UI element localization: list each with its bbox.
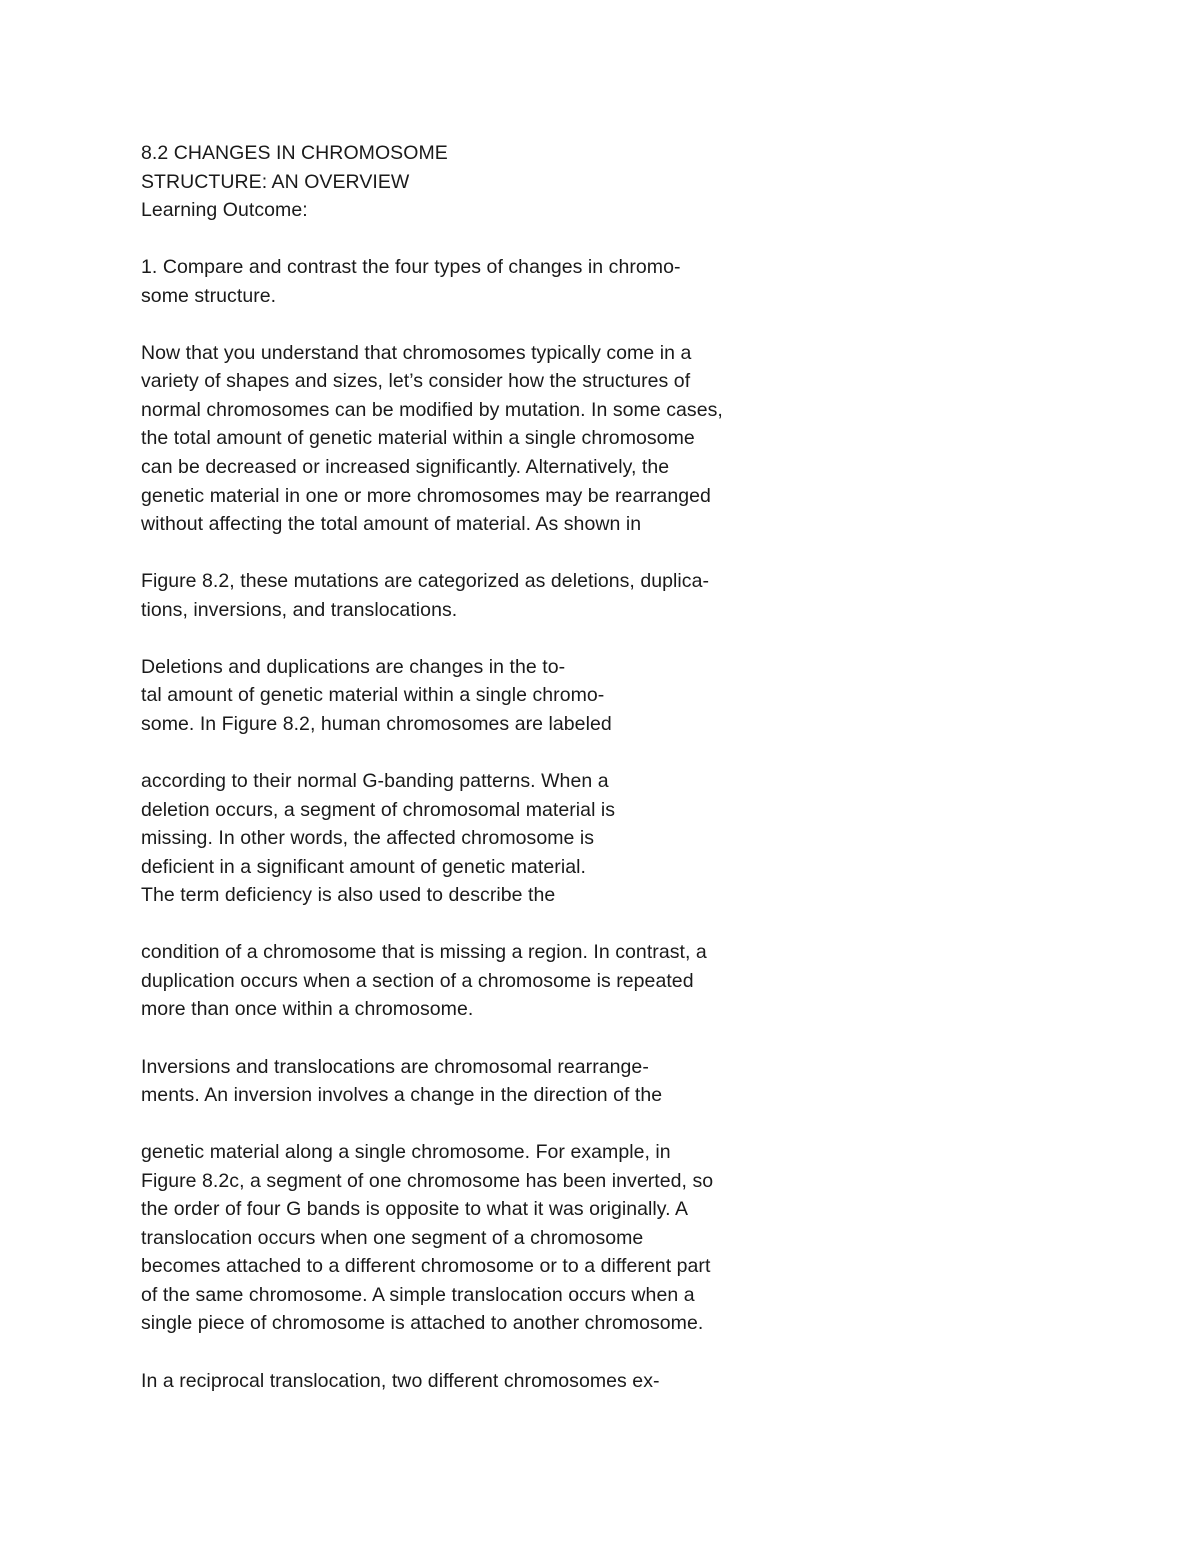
paragraph xyxy=(141,938,1041,1024)
text-line: some. In Figure 8.2, human chromosomes are labeled xyxy=(141,712,612,735)
text-line: duplication occurs when a section of a chromosome is repeated xyxy=(141,969,694,992)
text-line: 8.2 CHANGES IN CHROMOSOME xyxy=(141,142,448,164)
paragraph xyxy=(141,653,1041,739)
text-line: Now that you understand that chromosomes typically come in a xyxy=(141,341,692,364)
text-line: translocation occurs when one segment of a chromosome xyxy=(141,1226,644,1249)
text-line: the total amount of genetic material within a single chromosome xyxy=(141,427,695,450)
text-line: tal amount of genetic material within a single chromo- xyxy=(141,684,605,707)
text-line: Inversions and translocations are chromosomal rearrange- xyxy=(141,1055,649,1078)
paragraph xyxy=(141,1053,1041,1110)
text-line: normal chromosomes can be modified by mutation. In some cases, xyxy=(141,398,723,421)
text-line: missing. In other words, the affected chromosome is xyxy=(141,827,595,850)
text-line: according to their normal G-banding patterns. When a xyxy=(141,770,609,793)
paragraph xyxy=(141,253,1041,310)
text-line: Figure 8.2c, a segment of one chromosome has been inverted, so xyxy=(141,1169,714,1192)
text-line: Learning Outcome: xyxy=(141,199,308,222)
text-line: genetic material in one or more chromosomes may be rearranged xyxy=(141,484,711,507)
text-line: In a reciprocal translocation, two different chromosomes ex- xyxy=(141,1369,660,1392)
paragraph xyxy=(141,567,1041,624)
text-line: the order of four G bands is opposite to what it was originally. A xyxy=(141,1198,689,1221)
text-line: 1. Compare and contrast the four types of changes in chromo- xyxy=(141,256,681,279)
text-line: condition of a chromosome that is missing a region. In contrast, a xyxy=(141,941,707,964)
text-line: more than once within a chromosome. xyxy=(141,998,474,1021)
text-line: of the same chromosome. A simple translocation occurs when a xyxy=(141,1283,695,1306)
section-heading-block xyxy=(141,139,1041,225)
text-line: STRUCTURE: AN OVERVIEW xyxy=(141,170,410,193)
paragraph-gap xyxy=(141,910,1041,939)
text-line: Deletions and duplications are changes in the to- xyxy=(141,655,566,678)
text-line: some structure. xyxy=(141,284,277,307)
text-line: tions, inversions, and translocations. xyxy=(141,598,458,621)
paragraph-gap xyxy=(141,225,1041,254)
text-line: variety of shapes and sizes, let’s consider how the structures of xyxy=(141,370,691,393)
text-line: The term deficiency is also used to describe the xyxy=(141,884,556,907)
paragraph xyxy=(141,1138,1041,1338)
text-line: ments. An inversion involves a change in the direction of the xyxy=(141,1084,663,1107)
text-line: deletion occurs, a segment of chromosomal material is xyxy=(141,798,616,821)
paragraph-gap xyxy=(141,1338,1041,1367)
text-line: single piece of chromosome is attached to another chromosome. xyxy=(141,1312,704,1335)
text-line: can be decreased or increased significantly. Alternatively, the xyxy=(141,456,670,479)
paragraph-gap xyxy=(141,1110,1041,1139)
text-line: Figure 8.2, these mutations are categorized as deletions, duplica- xyxy=(141,570,710,593)
text-line: becomes attached to a different chromosome or to a different part xyxy=(141,1255,711,1278)
paragraph-gap xyxy=(141,539,1041,568)
paragraph xyxy=(141,1367,1041,1396)
paragraph-gap xyxy=(141,738,1041,767)
paragraph-gap xyxy=(141,1024,1041,1053)
paragraph xyxy=(141,339,1041,539)
text-line: without affecting the total amount of material. As shown in xyxy=(141,513,642,536)
paragraph-gap xyxy=(141,624,1041,653)
paragraph xyxy=(141,767,1041,910)
paragraph-gap xyxy=(141,310,1041,339)
text-line: genetic material along a single chromosome. For example, in xyxy=(141,1141,671,1164)
text-line: deficient in a significant amount of genetic material. xyxy=(141,855,586,878)
document-body xyxy=(141,139,1041,1395)
